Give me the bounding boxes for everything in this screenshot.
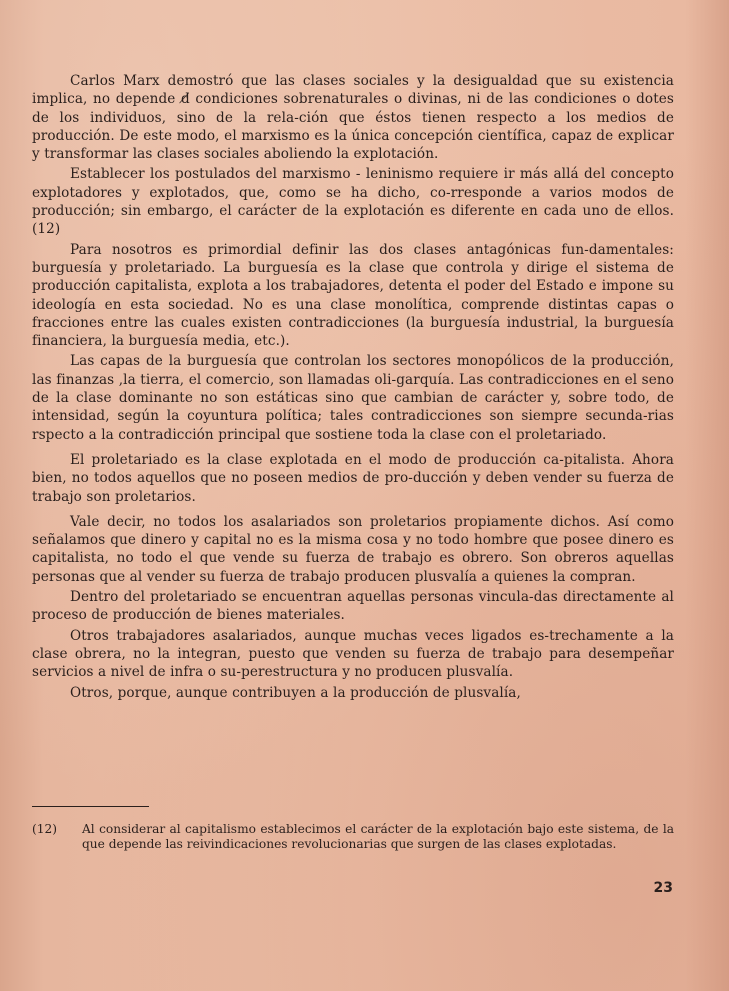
- paragraph-8: Otros trabajadores asalariados, aunque muchas veces ligados es-trechamente a la clase obrera, no la integran, puesto que venden su fuerza de trabajo para desempeñar servicios a nivel de infra o su-perestructura y no producen plusvalía.: [32, 627, 674, 681]
- paragraph-7: Dentro del proletariado se encuentran aquellas personas vincula-das directamente al proceso de producción de bienes materiales.: [32, 589, 674, 624]
- page-number: 23: [653, 880, 673, 896]
- paragraph-9: Otros, porque, aunque contribuyen a la producción de plusvalía,: [70, 684, 521, 701]
- paragraph-5: El proletariado es la clase explotada en el modo de producción ca-pitalista. Ahora bien, no todos aquellos que no poseen medios de pro-ducción y deben vender su fuerza de trabajo son proletarios.: [32, 451, 674, 505]
- footnote-divider: [32, 806, 149, 807]
- paragraph-3: Para nosotros es primordial definir las dos clases antagónicas fun-damentales: burguesía y proletariado. La burguesía es la clase que controla y dirige el sistema de producción capitalista, explota a los trabajadores, detenta el poder del Estado e impone su ideología en esta sociedad. No es una clase monolítica, comprende distintas capas o fracciones entre las cuales existen contradicciones (la burguesía industrial, la burguesía financiera, la burguesía media, etc.).: [32, 241, 674, 350]
- footnote-text: Al considerar al capitalismo establecimos el carácter de la explotación bajo este sistema, de la que depende las reivindicaciones revolucionarias que surgen de las clases explotadas.: [82, 822, 674, 851]
- paragraph-4: Las capas de la burguesía que controlan los sectores monopólicos de la producción, las finanzas ,la tierra, el comercio, son llamadas oli-garquía. Las contradicciones en el seno de la clase dominante no son estáticas sino que cambian de carácter y, sobre todo, de intensidad, según la coyuntura política; tales contradicciones son siempre secunda-rias rspecto a la contradicción principal que sostiene toda la clase con el proletariado.: [32, 353, 674, 443]
- body-text: [32, 72, 674, 702]
- footnote: [32, 822, 674, 851]
- paragraph-6: Vale decir, no todos los asalariados son proletarios propiamente dichos. Así como señalamos que dinero y capital no es la misma cosa y no todo hombre que posee dinero es capitalista, no todo el que vende su fuerza de trabajo es obrero. Son obreros aquellas personas que al vender su fuerza de trabajo producen plusvalía a quienes la compran.: [32, 513, 674, 585]
- paragraph-1: Carlos Marx demostró que las clases sociales y la desigualdad que su existencia implica, no depende d̸ condiciones sobrenaturales o divinas, ni de las condiciones o dotes de los individuos, sino de la rela-ción que éstos tienen respecto a los medios de producción. De este modo, el marxismo es la única concepción científica, capaz de explicar y transformar las clases sociales aboliendo la explotación.: [32, 73, 674, 163]
- footnote-mark: (12): [32, 822, 58, 836]
- paragraph-2: Establecer los postulados del marxismo - leninismo requiere ir más allá del concepto explotadores y explotados, que, como se ha dicho, co-rresponde a varios modos de producción; sin embargo, el carácter de la explotación es diferente en cada uno de ellos. (12): [32, 166, 674, 238]
